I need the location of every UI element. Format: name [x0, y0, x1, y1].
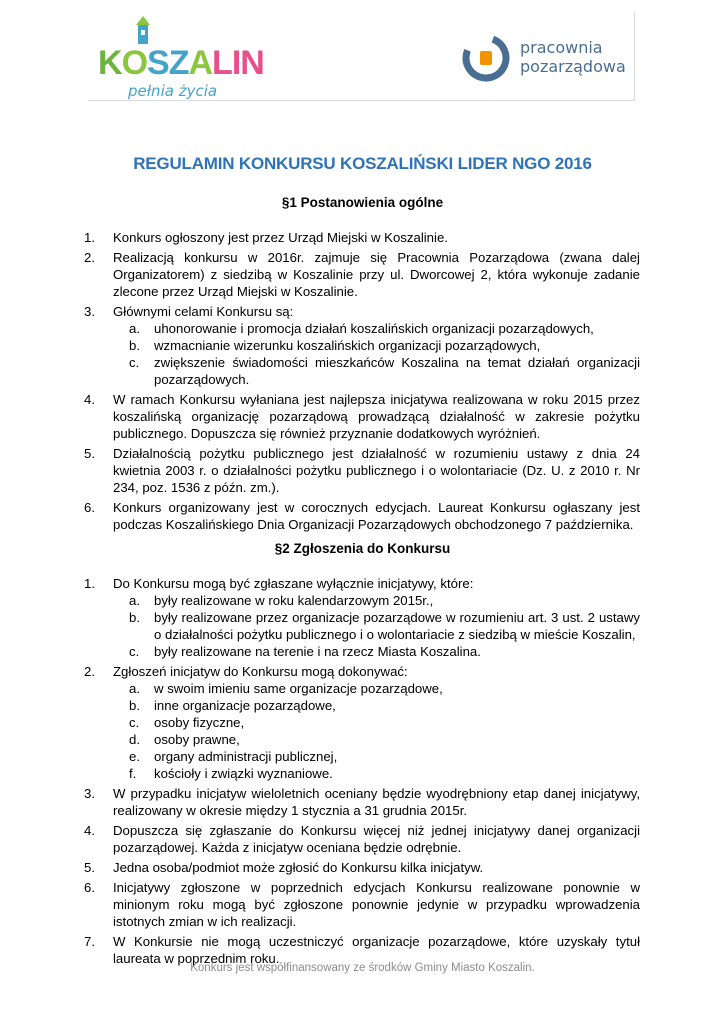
logo-letter: L	[212, 44, 232, 82]
sub-list-item-text: były realizowane w roku kalendarzowym 2015r.,	[154, 593, 434, 608]
list-item-text: Do Konkursu mogą być zgłaszane wyłącznie inicjatywy, które:	[113, 576, 474, 591]
pracownia-text	[520, 38, 626, 76]
sub-list-item-text: kościoły i związki wyznaniowe.	[154, 766, 333, 781]
list-item-text: Działalnością pożytku publicznego jest działalność w rozumieniu ustawy z dnia 24 kwietnia 2003 r. o działalności pożytku publicznego i o wolontariacie (Dz. U. z 2010 r. Nr 234, poz. 1536 z późn. zm.).	[113, 446, 640, 495]
sub-list-item-text: inne organizacje pozarządowe,	[154, 698, 336, 713]
sub-list-item	[113, 354, 640, 388]
list-item-number: 5.	[84, 446, 95, 461]
sub-list-item-letter: c.	[129, 355, 140, 370]
list-item-number: 3.	[84, 786, 95, 801]
sub-list-item	[113, 320, 640, 337]
koszalin-logo	[98, 16, 268, 106]
pracownia-line2: pozarządowa	[520, 57, 626, 76]
sub-list-item-text: były realizowane przez organizacje pozarządowe w rozumieniu art. 3 ust. 2 ustawy o działalności pożytku publicznego i o wolontariacie z siedzibą w mieście Koszalin,	[154, 610, 640, 642]
list-item-number: 1.	[84, 230, 95, 245]
list-item	[84, 249, 640, 300]
section2-list	[84, 575, 640, 967]
list-item	[84, 879, 640, 930]
list-item-text: Realizacją konkursu w 2016r. zajmuje się Pracownia Pozarządowa (zwana dalej Organizatorem) z siedzibą w Koszalinie przy ul. Dworcowej 2, która wykonuje zadanie zlecone przez Urząd Miejski w Koszalinie.	[113, 250, 640, 299]
pracownia-circle-icon	[460, 32, 512, 84]
list-item-number: 1.	[84, 576, 95, 591]
list-item	[84, 822, 640, 856]
sub-list-item-letter: b.	[129, 610, 140, 625]
sub-list-item-letter: f.	[129, 766, 137, 781]
sub-list-item	[113, 609, 640, 643]
list-item-text: Konkurs ogłoszony jest przez Urząd Miejski w Koszalinie.	[113, 230, 448, 245]
sub-list-item-text: osoby fizyczne,	[154, 715, 245, 730]
section2-body	[84, 575, 640, 967]
pracownia-pozarzadowa-logo	[460, 32, 630, 92]
list-item-text: Zgłoszeń inicjatyw do Konkursu mogą dokonywać:	[113, 664, 408, 679]
sub-list-item-text: były realizowane na terenie i na rzecz Miasta Koszalina.	[154, 644, 481, 659]
sub-list-item-text: organy administracji publicznej,	[154, 749, 338, 764]
list-item-text: Jedna osoba/podmiot może zgłosić do Konkursu kilka inicjatyw.	[113, 860, 484, 875]
list-item-number: 3.	[84, 304, 95, 319]
sub-list-item-letter: c.	[129, 715, 140, 730]
logo-letter: S	[147, 44, 169, 82]
list-item-text: W przypadku inicjatyw wieloletnich oceniany będzie wyodrębniony etap danej inicjatywy, realizowany w okresie między 1 stycznia a 31 grudnia 2015r.	[113, 786, 640, 818]
list-item-text: W ramach Konkursu wyłaniana jest najlepsza inicjatywa realizowana w roku 2015 przez koszalińską organizację pozarządową prowadzącą działalność w zakresie pożytku publicznego. Dopuszcza się również przyznanie dodatkowych wyróżnień.	[113, 392, 640, 441]
sub-list-item-text: osoby prawne,	[154, 732, 240, 747]
sub-list-item	[113, 643, 640, 660]
logo-letter: I	[231, 44, 241, 82]
sub-list-item	[113, 697, 640, 714]
section1-list	[84, 229, 640, 533]
page-footer: Konkurs jest współfinansowany ze środków Gminy Miasto Koszalin.	[190, 962, 535, 974]
sub-list-item-letter: a.	[129, 681, 140, 696]
list-item	[84, 575, 640, 660]
sub-list	[113, 680, 640, 782]
koszalin-wordmark	[98, 44, 264, 83]
sub-list-item-letter: b.	[129, 338, 140, 353]
list-item-text: Dopuszcza się zgłaszanie do Konkursu więcej niż jednej inicjatywy danej organizacji pozarządowej. Każda z inicjatyw oceniana będzie odrębnie.	[113, 823, 640, 855]
list-item	[84, 785, 640, 819]
list-item-text: Głównymi celami Konkursu są:	[113, 304, 294, 319]
logo-letter: N	[240, 44, 264, 82]
sub-list-item	[113, 592, 640, 609]
sub-list-item	[113, 748, 640, 765]
list-item	[84, 391, 640, 442]
section1-heading: §1 Postanowienia ogólne	[281, 195, 444, 210]
list-item-text: W Konkursie nie mogą uczestniczyć organizacje pozarządowe, które uzyskały tytuł laureata w poprzednim roku.	[113, 934, 640, 966]
list-item	[84, 663, 640, 782]
list-item-number: 6.	[84, 880, 95, 895]
sub-list-item-text: uhonorowanie i promocja działań koszalińskich organizacji pozarządowych,	[154, 321, 594, 336]
sub-list-item-letter: a.	[129, 321, 140, 336]
sub-list-item	[113, 731, 640, 748]
list-item	[84, 499, 640, 533]
logo-letter: K	[98, 44, 122, 82]
sub-list-item	[113, 714, 640, 731]
sub-list	[113, 320, 640, 388]
list-item-text: Inicjatywy zgłoszone w poprzednich edycjach Konkursu realizowane ponownie w minionym roku mogą być zgłoszone ponownie jedynie w przypadku wprowadzenia istotnych zmian w ich realizacji.	[113, 880, 640, 929]
list-item-text: Konkurs organizowany jest w corocznych edycjach. Laureat Konkursu ogłaszany jest podczas Koszalińskiego Dnia Organizacji Pozarządowych obchodzonego 7 października.	[113, 500, 640, 532]
list-item	[84, 445, 640, 496]
list-item-number: 5.	[84, 860, 95, 875]
document-title: REGULAMIN KONKURSU KOSZALIŃSKI LIDER NGO 2016	[133, 154, 592, 173]
logo-letter: O	[121, 44, 148, 82]
sub-list-item-letter: e.	[129, 749, 140, 764]
sub-list-item-letter: c.	[129, 644, 140, 659]
koszalin-tower-icon	[128, 16, 158, 46]
sub-list-item	[113, 765, 640, 782]
list-item-number: 2.	[84, 664, 95, 679]
sub-list-item	[113, 680, 640, 697]
sub-list-item-text: zwiększenie świadomości mieszkańców Koszalina na temat działań organizacji pozarządowych.	[154, 355, 640, 387]
sub-list-item-letter: a.	[129, 593, 140, 608]
letterhead	[88, 12, 635, 101]
sub-list-item-letter: b.	[129, 698, 140, 713]
logo-letter: A	[188, 44, 213, 82]
list-item	[84, 229, 640, 246]
sub-list-item-letter: d.	[129, 732, 140, 747]
list-item	[84, 859, 640, 876]
list-item-number: 6.	[84, 500, 95, 515]
sub-list	[113, 592, 640, 660]
section2-heading: §2 Zgłoszenia do Konkursu	[274, 541, 451, 556]
sub-list-item	[113, 337, 640, 354]
sub-list-item-text: w swoim imieniu same organizacje pozarządowe,	[154, 681, 443, 696]
logo-letter: Z	[168, 44, 189, 82]
logo-tagline: pełnia życia	[128, 82, 218, 100]
list-item-number: 4.	[84, 392, 95, 407]
list-item-number: 2.	[84, 250, 95, 265]
list-item-number: 4.	[84, 823, 95, 838]
section1-body	[84, 229, 640, 533]
list-item	[84, 303, 640, 388]
pracownia-line1: pracownia	[520, 38, 603, 57]
sub-list-item-text: wzmacnianie wizerunku koszalińskich organizacji pozarządowych,	[154, 338, 541, 353]
list-item-number: 7.	[84, 934, 95, 949]
